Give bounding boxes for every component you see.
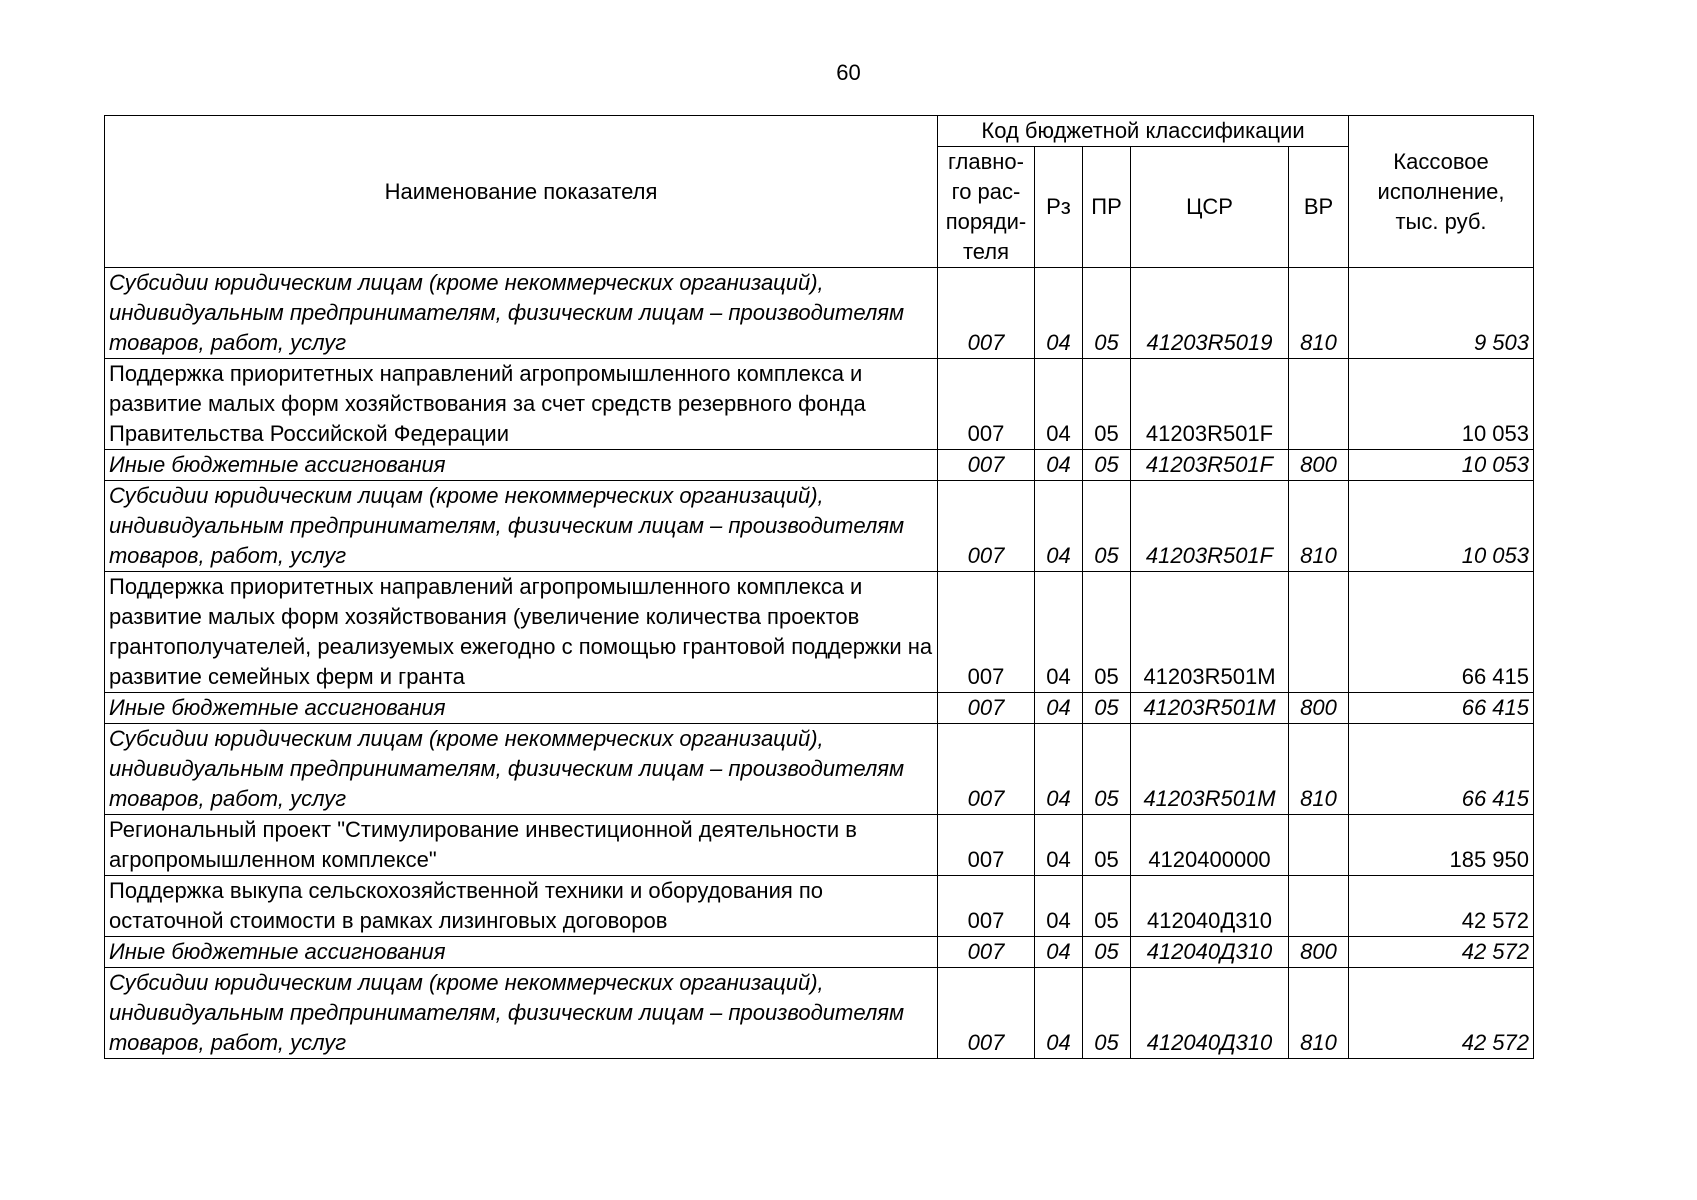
cell-amount: 42 572 bbox=[1349, 937, 1534, 968]
cell-csr: 41203R501F bbox=[1131, 359, 1289, 450]
cell-admin: 007 bbox=[938, 724, 1035, 815]
cell-rz: 04 bbox=[1035, 450, 1083, 481]
table-row bbox=[105, 693, 1534, 724]
cell-pr: 05 bbox=[1083, 724, 1131, 815]
cell-admin: 007 bbox=[938, 268, 1035, 359]
cell-pr: 05 bbox=[1083, 968, 1131, 1059]
cell-rz: 04 bbox=[1035, 968, 1083, 1059]
cell-admin: 007 bbox=[938, 481, 1035, 572]
cell-pr: 05 bbox=[1083, 359, 1131, 450]
cell-amount: 42 572 bbox=[1349, 876, 1534, 937]
table-row bbox=[105, 268, 1534, 359]
table-row bbox=[105, 815, 1534, 876]
cell-vr: 810 bbox=[1289, 481, 1349, 572]
table-row bbox=[105, 876, 1534, 937]
cell-vr: 800 bbox=[1289, 693, 1349, 724]
cell-amount: 66 415 bbox=[1349, 572, 1534, 693]
cell-admin: 007 bbox=[938, 572, 1035, 693]
cell-vr bbox=[1289, 815, 1349, 876]
cell-pr: 05 bbox=[1083, 572, 1131, 693]
cell-name: Поддержка приоритетных направлений агропромышленного комплекса и развитие малых форм хозяйствования (увеличение количества проектов грантополучателей, реализуемых ежегодно с помощью грантовой поддержки на развитие семейных ферм и гранта bbox=[105, 572, 938, 693]
cell-vr: 810 bbox=[1289, 724, 1349, 815]
cell-amount: 66 415 bbox=[1349, 724, 1534, 815]
table-header bbox=[105, 116, 1534, 268]
cell-vr bbox=[1289, 359, 1349, 450]
cell-vr bbox=[1289, 876, 1349, 937]
header-csr: ЦСР bbox=[1131, 147, 1289, 268]
table-row bbox=[105, 572, 1534, 693]
cell-name: Субсидии юридическим лицам (кроме некоммерческих организаций), индивидуальным предпринимателям, физическим лицам – производителям товаров, работ, услуг bbox=[105, 268, 938, 359]
cell-admin: 007 bbox=[938, 876, 1035, 937]
table-row bbox=[105, 937, 1534, 968]
cell-vr: 810 bbox=[1289, 968, 1349, 1059]
cell-amount: 185 950 bbox=[1349, 815, 1534, 876]
cell-pr: 05 bbox=[1083, 693, 1131, 724]
header-rz: Рз bbox=[1035, 147, 1083, 268]
cell-rz: 04 bbox=[1035, 876, 1083, 937]
cell-pr: 05 bbox=[1083, 815, 1131, 876]
cell-rz: 04 bbox=[1035, 724, 1083, 815]
budget-table bbox=[104, 115, 1534, 1059]
cell-name: Поддержка выкупа сельскохозяйственной техники и оборудования по остаточной стоимости в рамках лизинговых договоров bbox=[105, 876, 938, 937]
cell-csr: 412040Д310 bbox=[1131, 937, 1289, 968]
cell-rz: 04 bbox=[1035, 268, 1083, 359]
cell-name: Региональный проект "Стимулирование инвестиционной деятельности в агропромышленном комплексе" bbox=[105, 815, 938, 876]
cell-name: Поддержка приоритетных направлений агропромышленного комплекса и развитие малых форм хозяйствования за счет средств резервного фонда Правительства Российской Федерации bbox=[105, 359, 938, 450]
cell-csr: 412040Д310 bbox=[1131, 876, 1289, 937]
cell-admin: 007 bbox=[938, 937, 1035, 968]
cell-rz: 04 bbox=[1035, 572, 1083, 693]
header-code-group: Код бюджетной классификации bbox=[938, 116, 1349, 147]
cell-pr: 05 bbox=[1083, 268, 1131, 359]
cell-csr: 41203R501M bbox=[1131, 693, 1289, 724]
cell-rz: 04 bbox=[1035, 481, 1083, 572]
header-admin: главно- го рас- поряди- теля bbox=[938, 147, 1035, 268]
cell-amount: 10 053 bbox=[1349, 359, 1534, 450]
cell-admin: 007 bbox=[938, 450, 1035, 481]
table-row bbox=[105, 450, 1534, 481]
cell-rz: 04 bbox=[1035, 693, 1083, 724]
cell-csr: 412040Д310 bbox=[1131, 968, 1289, 1059]
cell-rz: 04 bbox=[1035, 359, 1083, 450]
cell-name: Субсидии юридическим лицам (кроме некоммерческих организаций), индивидуальным предпринимателям, физическим лицам – производителям товаров, работ, услуг bbox=[105, 724, 938, 815]
cell-rz: 04 bbox=[1035, 937, 1083, 968]
header-amount: Кассовое исполнение, тыс. руб. bbox=[1349, 116, 1534, 268]
header-vr: ВР bbox=[1289, 147, 1349, 268]
cell-rz: 04 bbox=[1035, 815, 1083, 876]
cell-amount: 10 053 bbox=[1349, 481, 1534, 572]
cell-pr: 05 bbox=[1083, 937, 1131, 968]
cell-amount: 10 053 bbox=[1349, 450, 1534, 481]
table-row bbox=[105, 968, 1534, 1059]
cell-name: Субсидии юридическим лицам (кроме некоммерческих организаций), индивидуальным предпринимателям, физическим лицам – производителям товаров, работ, услуг bbox=[105, 481, 938, 572]
table-body bbox=[105, 268, 1534, 1059]
cell-vr bbox=[1289, 572, 1349, 693]
cell-pr: 05 bbox=[1083, 450, 1131, 481]
cell-amount: 9 503 bbox=[1349, 268, 1534, 359]
cell-csr: 41203R501M bbox=[1131, 724, 1289, 815]
table-row bbox=[105, 724, 1534, 815]
cell-pr: 05 bbox=[1083, 481, 1131, 572]
cell-name: Иные бюджетные ассигнования bbox=[105, 937, 938, 968]
cell-name: Иные бюджетные ассигнования bbox=[105, 450, 938, 481]
table-row bbox=[105, 359, 1534, 450]
cell-csr: 41203R501F bbox=[1131, 450, 1289, 481]
cell-name: Субсидии юридическим лицам (кроме некоммерческих организаций), индивидуальным предпринимателям, физическим лицам – производителям товаров, работ, услуг bbox=[105, 968, 938, 1059]
table-row bbox=[105, 481, 1534, 572]
page-number: 60 bbox=[836, 60, 861, 85]
cell-amount: 42 572 bbox=[1349, 968, 1534, 1059]
cell-admin: 007 bbox=[938, 359, 1035, 450]
cell-amount: 66 415 bbox=[1349, 693, 1534, 724]
cell-name: Иные бюджетные ассигнования bbox=[105, 693, 938, 724]
cell-csr: 4120400000 bbox=[1131, 815, 1289, 876]
cell-csr: 41203R501F bbox=[1131, 481, 1289, 572]
header-pr: ПР bbox=[1083, 147, 1131, 268]
cell-admin: 007 bbox=[938, 815, 1035, 876]
cell-csr: 41203R501M bbox=[1131, 572, 1289, 693]
cell-vr: 810 bbox=[1289, 268, 1349, 359]
cell-vr: 800 bbox=[1289, 937, 1349, 968]
header-name: Наименование показателя bbox=[105, 116, 938, 268]
cell-admin: 007 bbox=[938, 693, 1035, 724]
cell-vr: 800 bbox=[1289, 450, 1349, 481]
cell-pr: 05 bbox=[1083, 876, 1131, 937]
cell-csr: 41203R5019 bbox=[1131, 268, 1289, 359]
cell-admin: 007 bbox=[938, 968, 1035, 1059]
